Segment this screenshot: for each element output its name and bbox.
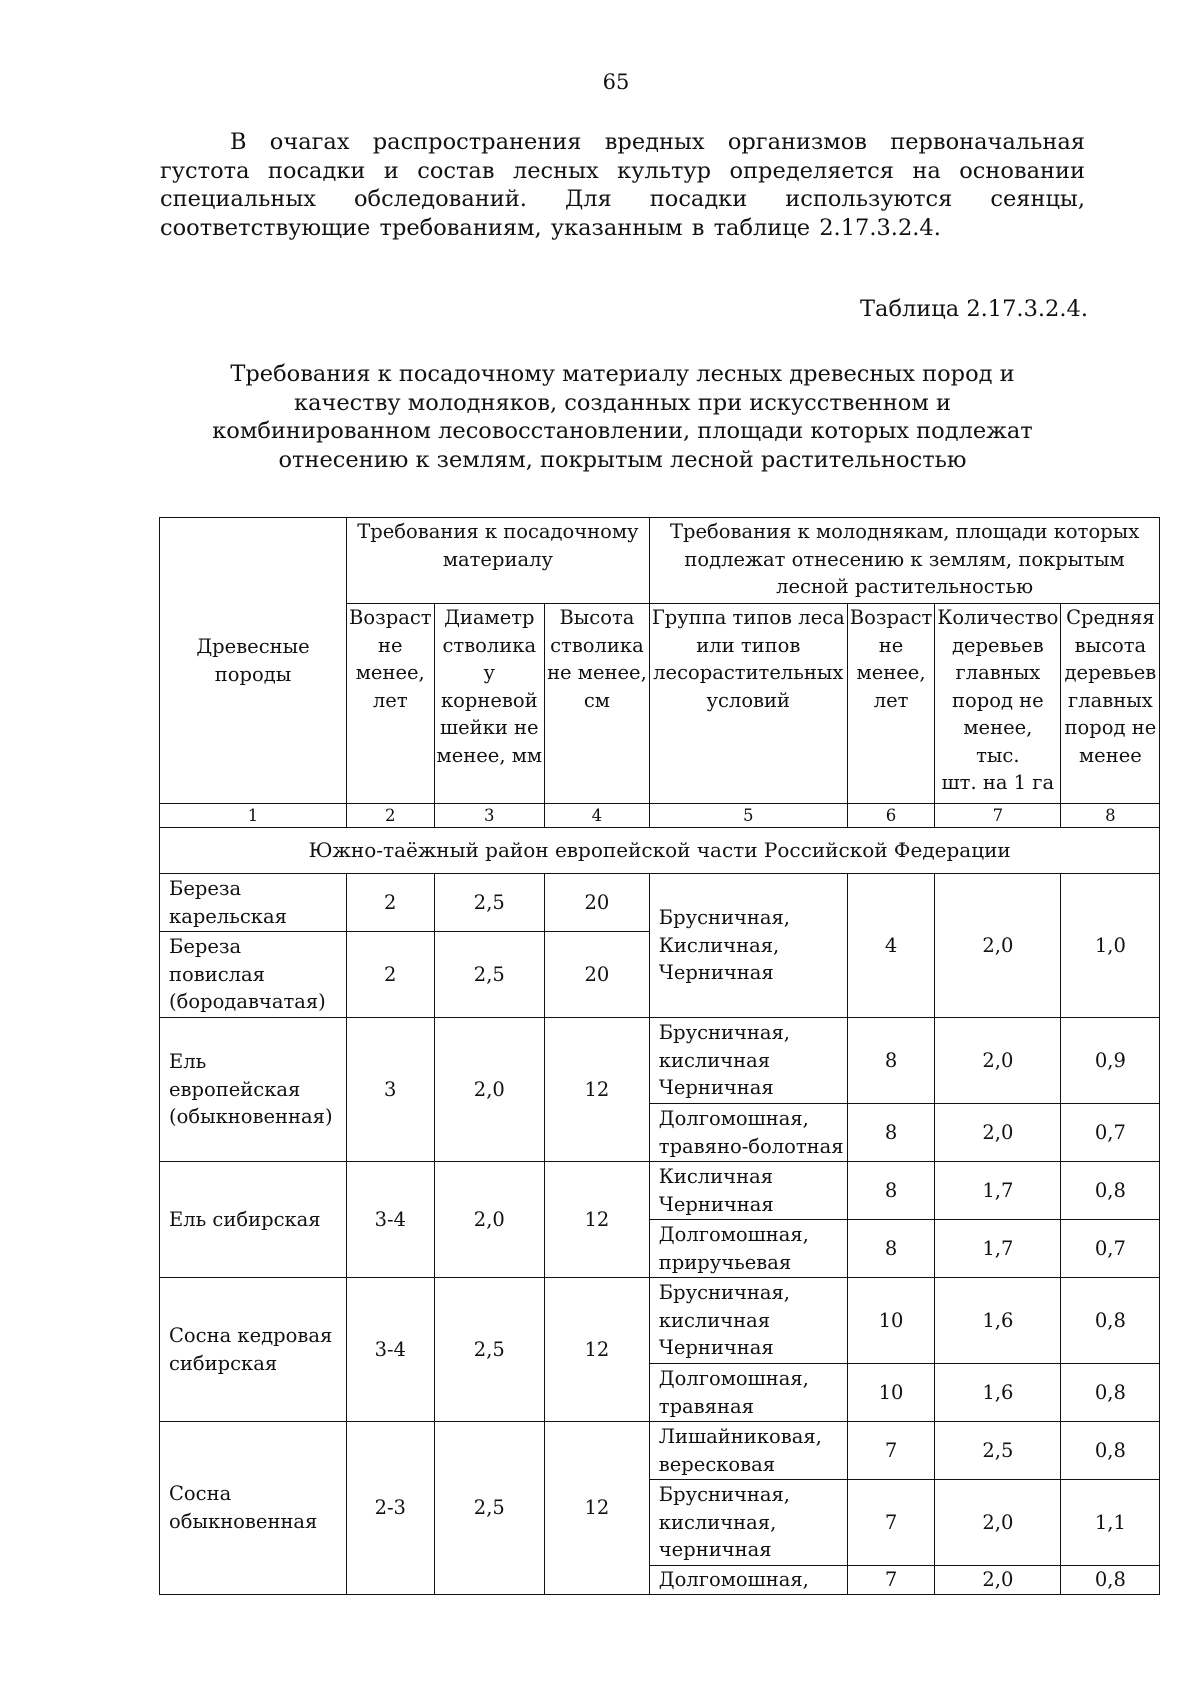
age-cell: 2 bbox=[347, 932, 435, 1018]
forest-type-cell: Брусничная, кисличная Черничная bbox=[649, 1278, 847, 1364]
height-cell: 12 bbox=[545, 1018, 650, 1162]
species-cell: Береза повислая (бородавчатая) bbox=[160, 932, 347, 1018]
avg-height-cell: 0,8 bbox=[1061, 1162, 1160, 1220]
age-cell: 2 bbox=[347, 874, 435, 932]
column-number: 2 bbox=[347, 804, 435, 828]
column-number: 3 bbox=[434, 804, 545, 828]
forest-type-cell: Кисличная Черничная bbox=[649, 1162, 847, 1220]
height-cell: 12 bbox=[545, 1422, 650, 1595]
diameter-cell: 2,5 bbox=[434, 874, 545, 932]
young-age-cell: 8 bbox=[847, 1104, 935, 1162]
avg-height-cell: 1,0 bbox=[1061, 874, 1160, 1018]
page-number: 65 bbox=[602, 70, 630, 94]
tree-count-cell: 1,6 bbox=[935, 1364, 1061, 1422]
age-cell: 3-4 bbox=[347, 1162, 435, 1278]
tree-count-cell: 2,0 bbox=[935, 1480, 1061, 1566]
column-number: 4 bbox=[545, 804, 650, 828]
diameter-cell: 2,5 bbox=[434, 1422, 545, 1595]
forest-type-cell: Брусничная, Кисличная, Черничная bbox=[649, 874, 847, 1018]
young-age-cell: 10 bbox=[847, 1278, 935, 1364]
diameter-cell: 2,0 bbox=[434, 1162, 545, 1278]
diameter-cell: 2,5 bbox=[434, 932, 545, 1018]
header-avg-height: Средняя высота деревьев главных пород не менее bbox=[1061, 604, 1160, 804]
caption-line: качеству молодняков, созданных при искусственном и bbox=[294, 389, 951, 416]
tree-count-cell: 1,7 bbox=[935, 1220, 1061, 1278]
height-cell: 12 bbox=[545, 1162, 650, 1278]
tree-count-cell: 1,7 bbox=[935, 1162, 1061, 1220]
column-number: 1 bbox=[160, 804, 347, 828]
height-cell: 20 bbox=[545, 932, 650, 1018]
requirements-table bbox=[159, 517, 1160, 1595]
diameter-cell: 2,5 bbox=[434, 1278, 545, 1422]
column-number: 8 bbox=[1061, 804, 1160, 828]
avg-height-cell: 0,9 bbox=[1061, 1018, 1160, 1104]
avg-height-cell: 0,8 bbox=[1061, 1422, 1160, 1480]
column-number: 5 bbox=[649, 804, 847, 828]
table-row bbox=[160, 1278, 1160, 1364]
header-row-groups bbox=[160, 518, 1160, 604]
forest-type-cell: Лишайниковая, вересковая bbox=[649, 1422, 847, 1480]
height-cell: 12 bbox=[545, 1278, 650, 1422]
tree-count-cell: 2,0 bbox=[935, 1018, 1061, 1104]
region-title: Южно-таёжный район европейской части Российской Федерации bbox=[160, 828, 1160, 874]
header-height: Высота стволика не менее, см bbox=[545, 604, 650, 804]
intro-line: специальных обследований. Для посадки используются сеянцы, bbox=[160, 186, 1085, 212]
table-caption bbox=[160, 360, 1085, 474]
species-cell: Ель европейская (обыкновенная) bbox=[160, 1018, 347, 1162]
caption-line: отнесению к землям, покрытым лесной растительностью bbox=[278, 446, 967, 473]
intro-line: В очагах распространения вредных организмов первоначальная bbox=[230, 129, 1085, 155]
header-forest-type: Группа типов леса или типов лесорастительных условий bbox=[649, 604, 847, 804]
header-age: Возраст не менее, лет bbox=[347, 604, 435, 804]
age-cell: 2-3 bbox=[347, 1422, 435, 1595]
age-cell: 3-4 bbox=[347, 1278, 435, 1422]
avg-height-cell: 0,8 bbox=[1061, 1566, 1160, 1595]
diameter-cell: 2,0 bbox=[434, 1018, 545, 1162]
column-number: 7 bbox=[935, 804, 1061, 828]
caption-line: Требования к посадочному материалу лесных древесных пород и bbox=[230, 361, 1015, 387]
forest-type-cell: Долгомошная, травяно-болотная bbox=[649, 1104, 847, 1162]
young-age-cell: 10 bbox=[847, 1364, 935, 1422]
species-cell: Сосна кедровая сибирская bbox=[160, 1278, 347, 1422]
forest-type-cell: Брусничная, кисличная, черничная bbox=[649, 1480, 847, 1566]
table-row bbox=[160, 1018, 1160, 1104]
species-cell: Сосна обыкновенная bbox=[160, 1422, 347, 1595]
avg-height-cell: 0,7 bbox=[1061, 1104, 1160, 1162]
header-tree-count: Количество деревьев главных пород не менее, тыс. шт. на 1 га bbox=[935, 604, 1061, 804]
column-number: 6 bbox=[847, 804, 935, 828]
avg-height-cell: 0,8 bbox=[1061, 1364, 1160, 1422]
tree-count-cell: 2,0 bbox=[935, 874, 1061, 1018]
young-age-cell: 7 bbox=[847, 1566, 935, 1595]
young-age-cell: 7 bbox=[847, 1422, 935, 1480]
forest-type-cell: Долгомошная, приручьевая bbox=[649, 1220, 847, 1278]
tree-count-cell: 1,6 bbox=[935, 1278, 1061, 1364]
tree-count-cell: 2,0 bbox=[935, 1566, 1061, 1595]
young-age-cell: 7 bbox=[847, 1480, 935, 1566]
avg-height-cell: 0,8 bbox=[1061, 1278, 1160, 1364]
table-row bbox=[160, 1422, 1160, 1480]
caption-line: комбинированном лесовосстановлении, площади которых подлежат bbox=[212, 418, 1033, 444]
forest-type-cell: Брусничная, кисличная Черничная bbox=[649, 1018, 847, 1104]
header-young-age: Возраст не менее, лет bbox=[847, 604, 935, 804]
forest-type-cell: Долгомошная, травяная bbox=[649, 1364, 847, 1422]
header-planting-material: Требования к посадочному материалу bbox=[347, 518, 650, 604]
tree-count-cell: 2,0 bbox=[935, 1104, 1061, 1162]
header-species: Древесные породы bbox=[160, 518, 347, 804]
tree-count-cell: 2,5 bbox=[935, 1422, 1061, 1480]
avg-height-cell: 0,7 bbox=[1061, 1220, 1160, 1278]
table-row bbox=[160, 874, 1160, 932]
young-age-cell: 4 bbox=[847, 874, 935, 1018]
avg-height-cell: 1,1 bbox=[1061, 1480, 1160, 1566]
table-number: Таблица 2.17.3.2.4. bbox=[860, 296, 1088, 322]
species-cell: Береза карельская bbox=[160, 874, 347, 932]
young-age-cell: 8 bbox=[847, 1220, 935, 1278]
young-age-cell: 8 bbox=[847, 1018, 935, 1104]
species-cell: Ель сибирская bbox=[160, 1162, 347, 1278]
intro-line: соответствующие требованиям, указанным в таблице 2.17.3.2.4. bbox=[160, 214, 941, 241]
header-diameter: Диаметр стволика у корневой шейки не менее, мм bbox=[434, 604, 545, 804]
young-age-cell: 8 bbox=[847, 1162, 935, 1220]
header-young-stands: Требования к молоднякам, площади которых подлежат отнесению к землям, покрытым лесной растительностью bbox=[649, 518, 1160, 604]
forest-type-cell: Долгомошная, bbox=[649, 1566, 847, 1595]
height-cell: 20 bbox=[545, 874, 650, 932]
age-cell: 3 bbox=[347, 1018, 435, 1162]
intro-line: густота посадки и состав лесных культур определяется на основании bbox=[160, 157, 1085, 184]
table-row bbox=[160, 1162, 1160, 1220]
region-row bbox=[160, 828, 1160, 874]
column-number-row bbox=[160, 804, 1160, 828]
intro-paragraph bbox=[160, 128, 1085, 242]
